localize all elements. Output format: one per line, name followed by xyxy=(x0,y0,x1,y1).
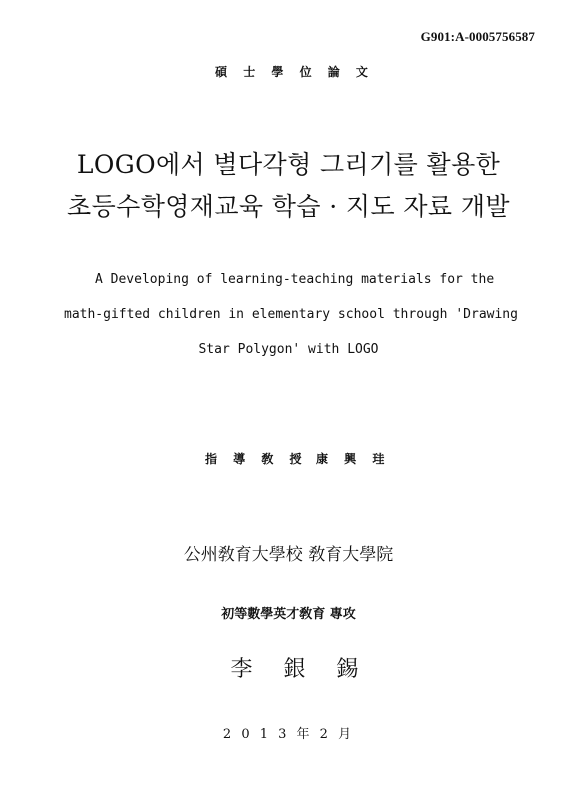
submission-date: 2 0 1 3 年 2 月 xyxy=(222,727,355,742)
english-title-line-3: Star Polygon' with LOGO xyxy=(198,342,379,357)
degree-type: 碩 士 學 位 論 文 xyxy=(215,65,374,79)
english-title-line-2: math-gifted children in elementary school through 'Drawing xyxy=(64,307,518,322)
korean-title-line-1: LOGO에서 별다각형 그리기를 활용한 xyxy=(76,150,501,179)
advisor-label: 指 導 敎 授 xyxy=(205,452,308,466)
english-title-line-1: A Developing of learning-teaching materials for the xyxy=(95,272,495,287)
advisor-name: 康 興 珪 xyxy=(316,452,391,466)
school-name: 公州敎育大學校 敎育大學院 xyxy=(183,545,394,565)
korean-title-line-2: 초등수학영재교육 학습 · 지도 자료 개발 xyxy=(67,192,510,221)
author-name: 李 銀 錫 xyxy=(230,657,371,682)
document-id: G901:A-0005756587 xyxy=(420,29,535,44)
major-name: 初等數學英才敎育 專攻 xyxy=(221,607,356,622)
